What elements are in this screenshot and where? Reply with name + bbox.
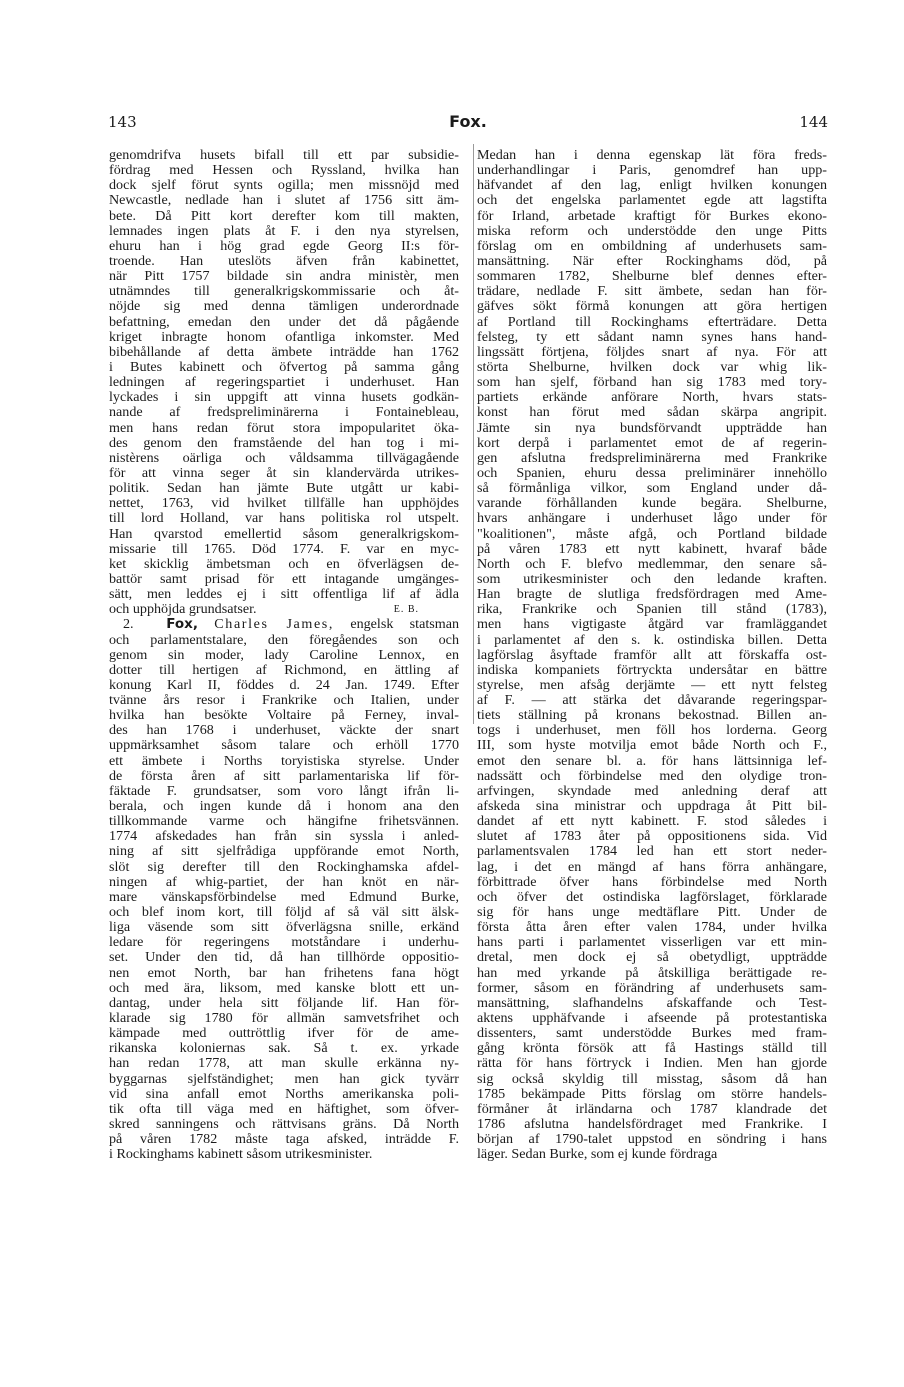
text-line: de första åren af sitt parlamentariska lif för- bbox=[109, 767, 459, 784]
text-line: sätt, men leddes ej i sitt offentliga lif af ädla bbox=[109, 586, 459, 603]
page-header bbox=[108, 113, 828, 135]
text-line: störta Shelburne, hvilken dock var whig lik- bbox=[477, 358, 827, 375]
text-line: klarade sig 1780 för allmän samvetsfrihet och bbox=[109, 1010, 459, 1027]
text-line: fäktade F. grundsatser, som voro långt ifrån li- bbox=[109, 782, 459, 799]
text-line: som utrikesminister och den ledande kraften. bbox=[477, 570, 827, 587]
text-line: des han 1768 i underhuset, väckte der snart bbox=[109, 722, 459, 739]
text-line: befattning, emedan den under det då pågående bbox=[109, 313, 459, 330]
text-line: hvilka han besökte Voltaire på Ferney, inval- bbox=[109, 707, 459, 724]
text-line: och Spanien, ehuru dessa preliminärer innehöllo bbox=[477, 464, 827, 481]
text-line: Jämte sin nya bundsförvandt uppträdde han bbox=[477, 419, 827, 436]
text-line: som han sjelf, förband han sig 1783 med tory- bbox=[477, 374, 827, 391]
text-line: tvänne års resor i Frankrike och Italien, under bbox=[109, 692, 459, 709]
text-line: set. Under den tid, då han tillhörde oppositio- bbox=[109, 949, 459, 966]
text-line: ket skicklig ämbetsman och en öfverlägsen de- bbox=[109, 555, 459, 572]
text-line: afskeda sina ministrar och uppdraga åt Pitt bil- bbox=[477, 798, 827, 815]
entry-number: 2. bbox=[123, 616, 134, 633]
text-line: nettet, 1763, vid hvilket tillfälle han upphöjdes bbox=[109, 495, 459, 512]
text-line: ehuru han i hög grad egde Georg II:s för- bbox=[109, 237, 459, 254]
text-line: battör samt prisad för ett intagande umgänges- bbox=[109, 570, 459, 587]
text-line: dandet af ett nytt kabinett. F. stod således i bbox=[477, 813, 827, 830]
text-line: arfvingen, skyndade med anledning deraf att bbox=[477, 782, 827, 799]
text-line: Newcastle, nedlade han i slutet af 1756 sitt äm- bbox=[109, 192, 459, 209]
text-line: Medan han i denna egenskap lät föra freds- bbox=[477, 147, 827, 163]
text-line: i Butes kabinett och öfvertog på samma gång bbox=[109, 358, 459, 375]
text-line: hvars anhängare i underhuset lågo under för bbox=[477, 510, 827, 527]
right-column bbox=[477, 148, 827, 1162]
text-line: slöt sig derefter till den Rockinghamska afdel- bbox=[109, 858, 459, 875]
text-line: ningen af whig-partiet, der han knöt en när- bbox=[109, 873, 459, 890]
text-line: af Portland till Rockinghams efterträdare. Detta bbox=[477, 313, 827, 330]
text-line: togs i underhuset, men föll hos lorderna. Georg bbox=[477, 722, 827, 739]
text-line: troende. Han uteslöts äfven från kabinettet, bbox=[109, 252, 459, 269]
text-line: utnämndes till generalkrigskommissarie och åt- bbox=[109, 283, 459, 300]
text-line: förmåner åt irländarna och 1787 klandrade det bbox=[477, 1100, 827, 1117]
text-line: dotter till hertigen af Richmond, en ättling af bbox=[109, 661, 459, 678]
text-line: gen afslutna fredspreliminärerna med Frankrike bbox=[477, 449, 827, 466]
text-line: dissenters, samt understödde Burkes med fram- bbox=[477, 1025, 827, 1042]
text-line: underhandlingar i Paris, genomdref han upp- bbox=[477, 162, 827, 179]
text-line: och med ära, liksom, med kanske blott ett un- bbox=[109, 979, 459, 996]
text-line: mansättning, slafhandelns afskaffande och Test- bbox=[477, 994, 827, 1011]
text-line: 1786 afslutna handelsfördraget med Frankrike. I bbox=[477, 1116, 827, 1132]
text-line bbox=[109, 602, 459, 617]
left-column bbox=[109, 148, 459, 1162]
text-line: genom sin moder, lady Caroline Lennox, en bbox=[109, 646, 459, 663]
text-line: sommaren 1782, Shelburne blef dennes efter- bbox=[477, 268, 827, 285]
text-line: af F. — att stärka det dåvarande regeringspar- bbox=[477, 692, 827, 709]
text-line: lagförslag åsyftade framför allt att förskaffa ost- bbox=[477, 646, 827, 663]
text-line: III, som hyste motvilja emot både North och F., bbox=[477, 737, 827, 754]
text-line: hans parti i parlamentet visserligen var ett min- bbox=[477, 934, 827, 951]
text-line: former, såsom en förändring af underhusets sam- bbox=[477, 979, 827, 996]
text-line: berala, och ingen kunde då i honom ana den bbox=[109, 798, 459, 815]
entry-name: Charles James, bbox=[214, 616, 335, 633]
text-line: vid sina anfall emot Norths amerikanska poli- bbox=[109, 1085, 459, 1102]
text-line: på våren 1782 måste taga afsked, inträdde F. bbox=[109, 1131, 459, 1148]
text-line: tik ofta till väga med en häftighet, som öfver- bbox=[109, 1100, 459, 1117]
text-line: och blef inom kort, till följd af så väl sitt älsk- bbox=[109, 904, 459, 921]
text-line: nande af fredspreliminärerna i Fontainebleau, bbox=[109, 404, 459, 421]
text-line: gäfves sökt förmå konungen att göra hertigen bbox=[477, 298, 827, 315]
text-line: men hans redan förut stora impopularitet öka- bbox=[109, 419, 459, 436]
text-line: så förmånliga vilkor, som England under då- bbox=[477, 480, 827, 497]
text-line: förslag om en ombildning af underhusets sam- bbox=[477, 237, 827, 254]
text-line: på våren 1783 ett nytt kabinett, hvaraf både bbox=[477, 540, 827, 557]
page-number-right: 144 bbox=[799, 113, 828, 131]
text-line: rätta för hans förtryck i Indien. Men han gjorde bbox=[477, 1055, 827, 1072]
text-line: trädare, nedlade F. sitt ämbete, sedan han för- bbox=[477, 283, 827, 300]
text-line: lyckades i sin uppgift att vinna husets godkän- bbox=[109, 389, 459, 406]
text-line: liga väsende som sitt öfverlägsna snille, erkänd bbox=[109, 919, 459, 936]
text-line: skred sanningens och rättvisans gräns. Då North bbox=[109, 1116, 459, 1132]
text-line: konung Karl II, föddes d. 24 Jan. 1749. Efter bbox=[109, 676, 459, 693]
page-number-left: 143 bbox=[108, 113, 137, 131]
text-line: ett ämbete i Norths toryistiska styrelse. Under bbox=[109, 752, 459, 769]
running-headword: Fox. bbox=[449, 112, 487, 131]
text-line: 1785 bekämpade Pitts förslag om större handels- bbox=[477, 1085, 827, 1102]
text-line: kort derpå i parlamentet emot de af regerin- bbox=[477, 434, 827, 451]
text-line: första åtta åren efter valen 1784, under hvilka bbox=[477, 919, 827, 936]
text-line: ledare för regeringens motståndare i underhu- bbox=[109, 934, 459, 951]
text-line: missarie till 1765. Död 1774. F. var en myc- bbox=[109, 540, 459, 557]
text-line: emot den senare bl. a. för hans lättsinniga lef- bbox=[477, 752, 827, 769]
text-line: han med yrkande på åtskilliga berättigade re- bbox=[477, 964, 827, 981]
text-line: rikanska koloniernas sak. Så t. ex. yrkade bbox=[109, 1040, 459, 1057]
text-line: när Pitt 1757 bildade sin andra ministèr, men bbox=[109, 268, 459, 285]
text-line: häfvandet af den lag, enligt hvilken konungen bbox=[477, 177, 827, 194]
text-line: indiska kompaniets förtryckta undersåtar en bättre bbox=[477, 661, 827, 678]
text-line: konst han förut med sådan skärpa angripit. bbox=[477, 404, 827, 421]
text-line: i Rockinghams kabinett såsom utrikesminister. bbox=[109, 1146, 373, 1163]
left-column-text bbox=[109, 148, 459, 617]
text-line: politik. Sedan han jämte Bute utgått ur kabi- bbox=[109, 480, 459, 497]
text-line: Han qvarstod emellertid såsom generalkrigskom- bbox=[109, 525, 459, 542]
text-line: partiets erkände anförare North, hvars stats- bbox=[477, 389, 827, 406]
author-signature: E. B. bbox=[393, 604, 419, 616]
text-line: för Irland, arbetade kraftigt för Burkes ekono- bbox=[477, 207, 827, 224]
text-line: North och F. blefvo medlemmar, den senare så- bbox=[477, 555, 827, 572]
text-line: Han bragte de slutliga fredsfördragen med Ame- bbox=[477, 586, 827, 603]
text-line: sig också skyldig till misstag, såsom då han bbox=[477, 1070, 827, 1087]
text-line: nistèrens oärliga och våldsamma tillvägagående bbox=[109, 449, 459, 466]
entry-first-line-rest: engelsk statsman bbox=[350, 616, 460, 633]
text-line: ning af sitt sjelfrådiga uppförande emot North, bbox=[109, 843, 459, 860]
text-line: nen emot North, bar han frihetens fana högt bbox=[109, 964, 459, 981]
text-line: aktens upphäfvande i afseende på protestantiska bbox=[477, 1010, 827, 1027]
text-line-content: och upphöjda grundsatser. bbox=[109, 601, 257, 618]
text-line: genomdrifva husets bifall till ett par subsidie- bbox=[109, 147, 459, 163]
text-line: styrelse, men afsåg derjämte — ett nytt felsteg bbox=[477, 676, 827, 693]
text-line: men hans vigtigaste åtgärd var framläggandet bbox=[477, 616, 827, 633]
text-line: rika, Frankrike och Spanien till stånd (1783), bbox=[477, 601, 827, 618]
text-line: felsteg, ty ett sådant namn synes hans hand- bbox=[477, 328, 827, 345]
entry-headword: Fox, bbox=[166, 616, 198, 633]
text-line: mansättning. När efter Rockinghams död, på bbox=[477, 252, 827, 269]
text-line: slutet af 1783 åter på oppositionens sida. Vid bbox=[477, 828, 827, 845]
text-line: mare vänskapsförbindelse med Edmund Burke, bbox=[109, 888, 459, 905]
text-line: till lord Holland, var hans politiska rol utspelt. bbox=[109, 510, 459, 527]
text-line: nöjde sig med denna tämligen underordnade bbox=[109, 298, 459, 315]
text-line: och parlamentstalare, den föregåendes son och bbox=[109, 631, 459, 648]
text-line: "koalitionen", måste afgå, och Portland bildade bbox=[477, 525, 827, 542]
text-line: och öfver det ostindiska lagförslaget, förklarade bbox=[477, 888, 827, 905]
text-line: ledningen af regeringspartiet i underhuset. Han bbox=[109, 374, 459, 391]
text-line: lag, i det en mängd af hans förra anhängare, bbox=[477, 858, 827, 875]
text-line: bibehållande af detta ämbete inträdde han 1762 bbox=[109, 343, 459, 360]
text-line: och det engelska parlamentet egde att lagstifta bbox=[477, 192, 827, 209]
text-line: lingssätt förtjena, följdes snart af nya. För att bbox=[477, 343, 827, 360]
entry-line bbox=[109, 617, 459, 632]
text-line: kämpade med outtröttlig ifver för de ame- bbox=[109, 1025, 459, 1042]
text-line: varande förhållanden kunde begära. Shelburne, bbox=[477, 495, 827, 512]
entry-text bbox=[109, 633, 459, 1163]
text-line: kriget inbragte honom ofantliga inkomster. Med bbox=[109, 328, 459, 345]
text-line: tiets ställning på kronans bekostnad. Billen an- bbox=[477, 707, 827, 724]
text-line: lemnades ingen plats åt F. i den nya styrelsen, bbox=[109, 222, 459, 239]
text-line: för att vinna seger åt sin klandervärda utrikes- bbox=[109, 464, 459, 481]
text-line: förbittrade öfver hans förbindelse med North bbox=[477, 873, 827, 890]
text-line: dock sjelf förut synts ogilla; men missnöjd med bbox=[109, 177, 459, 194]
text-line: 1774 afskedades han från sin syssla i anled- bbox=[109, 828, 459, 845]
text-line: han redan 1778, att man skulle erkänna ny- bbox=[109, 1055, 459, 1072]
text-line: nadssätt och förbindelse med den olydige tron- bbox=[477, 767, 827, 784]
text-line: i parlamentet af den s. k. ostindiska billen. Detta bbox=[477, 631, 827, 648]
text-line: uppmärksamhet såsom talare och erhöll 1770 bbox=[109, 737, 459, 754]
text-line: bete. Då Pitt kort derefter kom till makten, bbox=[109, 207, 459, 224]
text-line: dantag, under hela sitt följande lif. Han för- bbox=[109, 994, 459, 1011]
text-line: tillkommande varme och hängifne frihetsvännen. bbox=[109, 813, 459, 830]
text-line: byggarnas sjelfständighet; men han gick tyvärr bbox=[109, 1070, 459, 1087]
text-line: dretal, men dock ej så obetydligt, uppträdde bbox=[477, 949, 827, 966]
text-line: parlamentsvalen 1784 led han ett stort neder- bbox=[477, 843, 827, 860]
text-line: gång krönta försök att få Hastings ställd till bbox=[477, 1040, 827, 1057]
text-line: miska reform och understödde den unge Pitts bbox=[477, 222, 827, 239]
text-line: sig för hans unge medtäflare Pitt. Under de bbox=[477, 904, 827, 921]
column-divider bbox=[473, 144, 474, 724]
text-line: början af 1790-talet uppstod en söndring i hans bbox=[477, 1131, 827, 1148]
right-column-text bbox=[477, 148, 827, 1162]
text-line: läger. Sedan Burke, som ej kunde fördraga bbox=[477, 1146, 718, 1163]
text-line: des genom den framstående del han tog i mi- bbox=[109, 434, 459, 451]
text-line: fördrag med Hessen och Ryssland, hvilka han bbox=[109, 162, 459, 179]
